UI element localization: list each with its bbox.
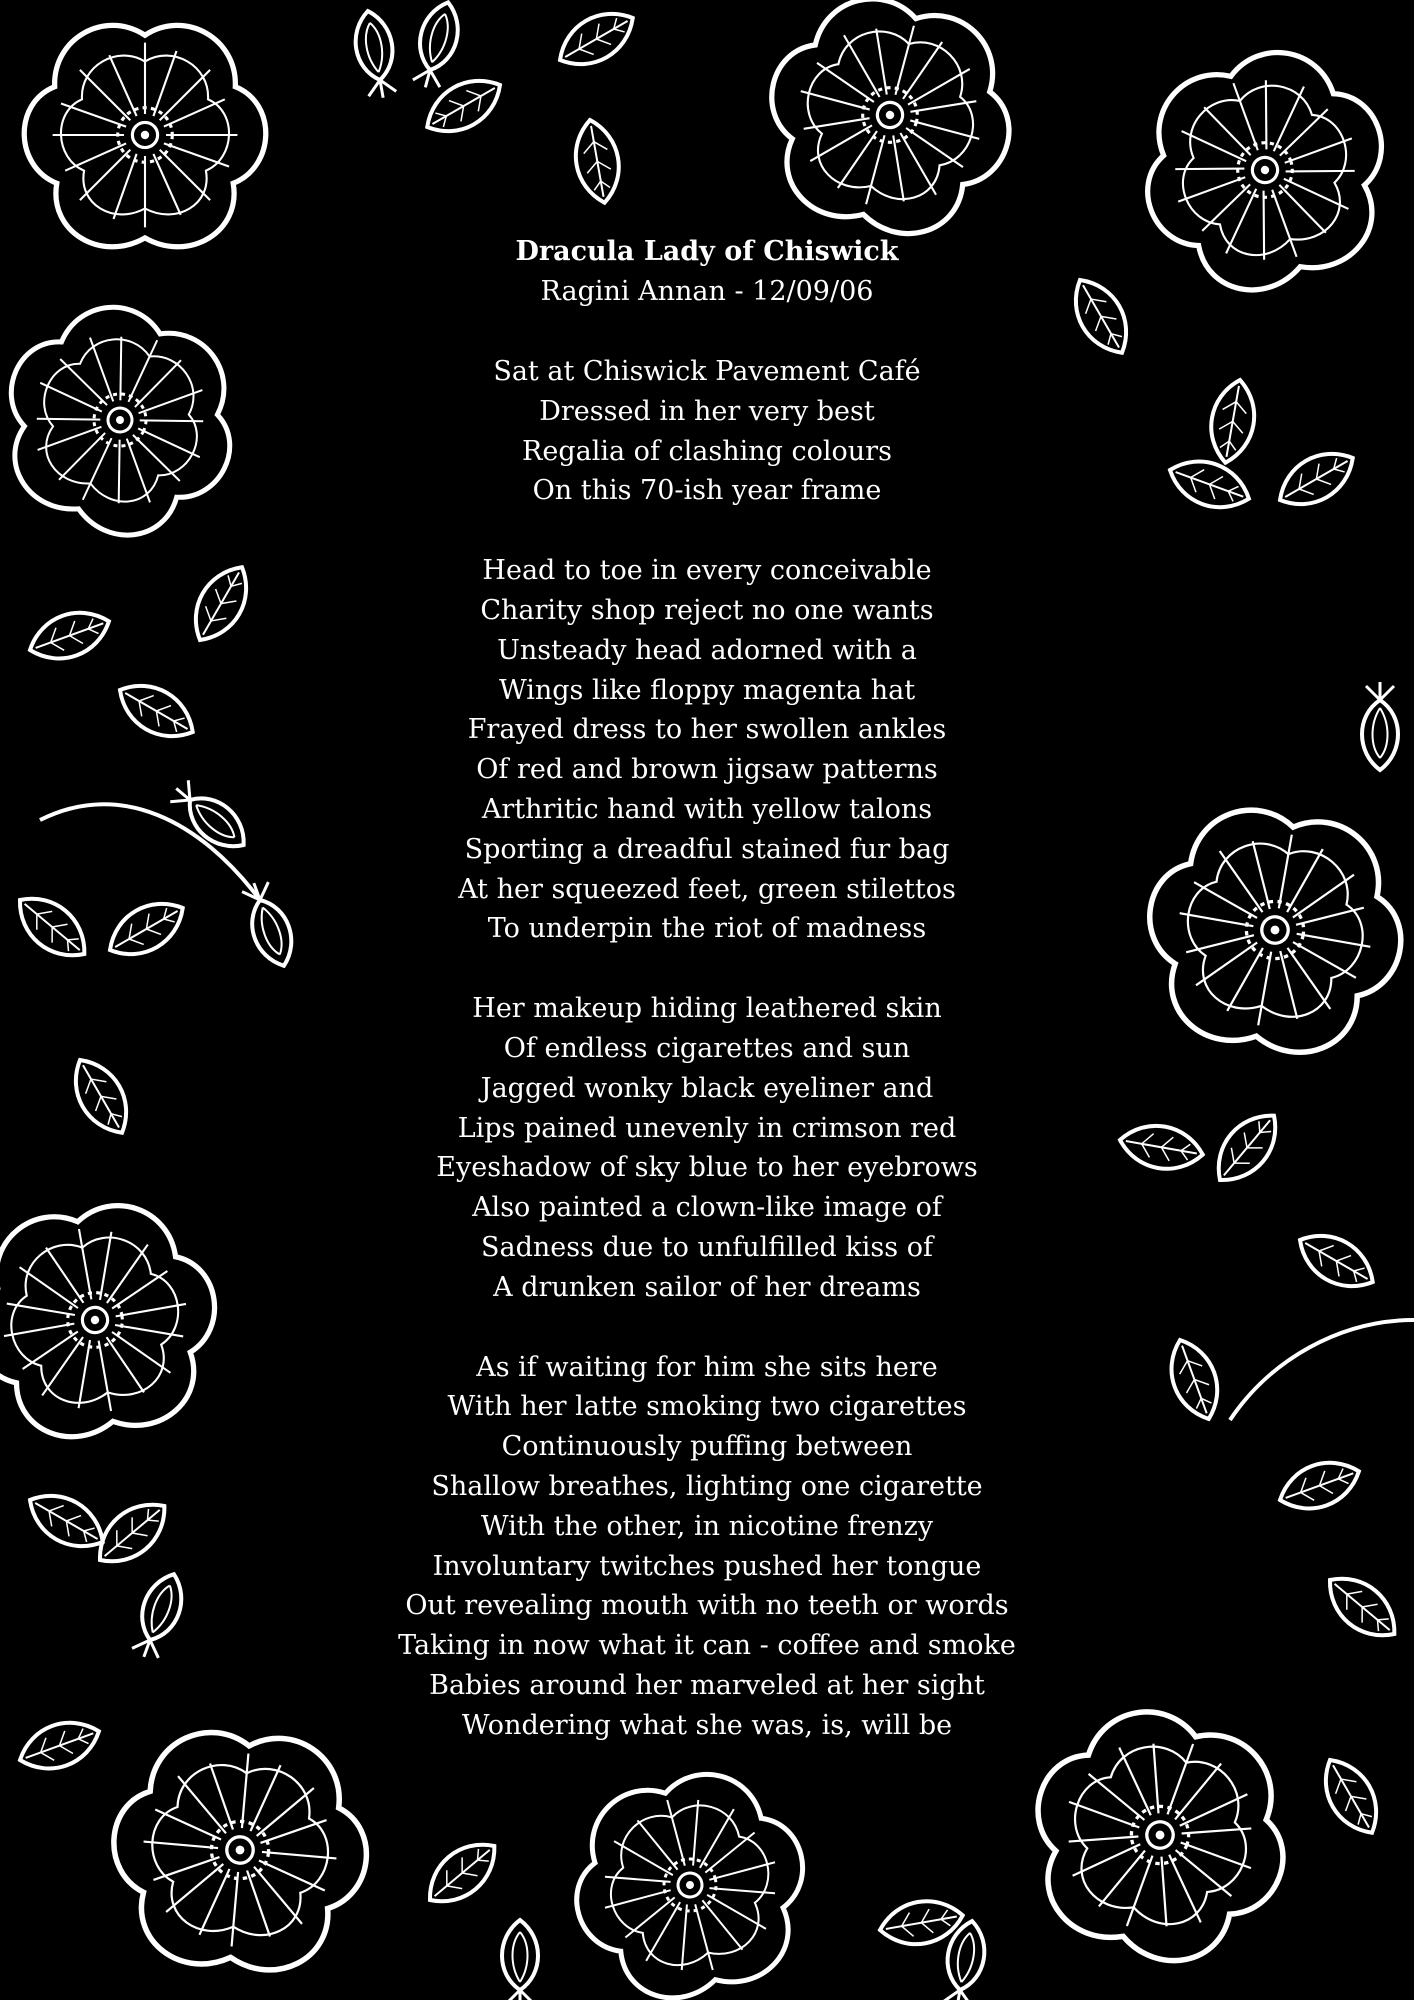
poem-line: On this 70-ish year frame <box>532 475 882 507</box>
poem-line: Jagged wonky black eyeliner and <box>480 1072 934 1104</box>
poem-line: A drunken sailor of her dreams <box>493 1271 921 1303</box>
stanza-3 <box>0 989 1414 1307</box>
poem-line: Of endless cigarettes and sun <box>503 1032 911 1064</box>
stanza-1 <box>0 352 1414 511</box>
poem-line: Of red and brown jigsaw patterns <box>476 754 938 786</box>
poem-line: To underpin the riot of madness <box>487 913 927 945</box>
poem-line: Continuously puffing between <box>501 1431 913 1463</box>
poem-line: Lips pained unevenly in crimson red <box>457 1112 957 1144</box>
poem-line: Sadness due to unfulfilled kiss of <box>481 1231 933 1263</box>
poem-line: With her latte smoking two cigarettes <box>447 1391 967 1423</box>
poem-line: Eyeshadow of sky blue to her eyebrows <box>436 1152 978 1184</box>
poem-line: Shallow breathes, lighting one cigarette <box>431 1470 983 1502</box>
poem-line: Also painted a clown-like image of <box>472 1192 942 1224</box>
poem-line: Involuntary twitches pushed her tongue <box>432 1550 982 1582</box>
poem-line: Regalia of clashing colours <box>522 435 892 467</box>
poem-line: Dressed in her very best <box>539 395 875 427</box>
poem-line: Arthritic hand with yellow talons <box>481 793 933 825</box>
poem-line: Charity shop reject no one wants <box>480 594 934 626</box>
poem-line: Wings like floppy magenta hat <box>498 674 916 706</box>
poem-line: Frayed dress to her swollen ankles <box>467 714 947 746</box>
poem-line: At her squeezed feet, green stilettos <box>458 873 956 905</box>
poem-line: Taking in now what it can - coffee and smoke <box>398 1630 1016 1662</box>
poem-line: Head to toe in every conceivable <box>482 555 932 587</box>
poem <box>0 232 1414 1786</box>
poem-line: Babies around her marveled at her sight <box>429 1669 985 1701</box>
poem-line: Sat at Chiswick Pavement Café <box>493 356 921 387</box>
poem-title: Dracula Lady of Chiswick <box>515 236 899 267</box>
poem-line: As if waiting for him she sits here <box>476 1351 938 1383</box>
stanza-4 <box>0 1348 1414 1746</box>
poem-line: Her makeup hiding leathered skin <box>472 993 942 1025</box>
poem-byline: Ragini Annan - 12/09/06 <box>540 276 874 307</box>
poem-line: Sporting a dreadful stained fur bag <box>464 833 950 865</box>
poem-line: With the other, in nicotine frenzy <box>480 1510 934 1542</box>
poem-line: Out revealing mouth with no teeth or words <box>405 1590 1009 1622</box>
stanza-2 <box>0 551 1414 949</box>
poem-line: Unsteady head adorned with a <box>497 634 917 666</box>
poem-line: Wondering what she was, is, will be <box>461 1709 953 1741</box>
